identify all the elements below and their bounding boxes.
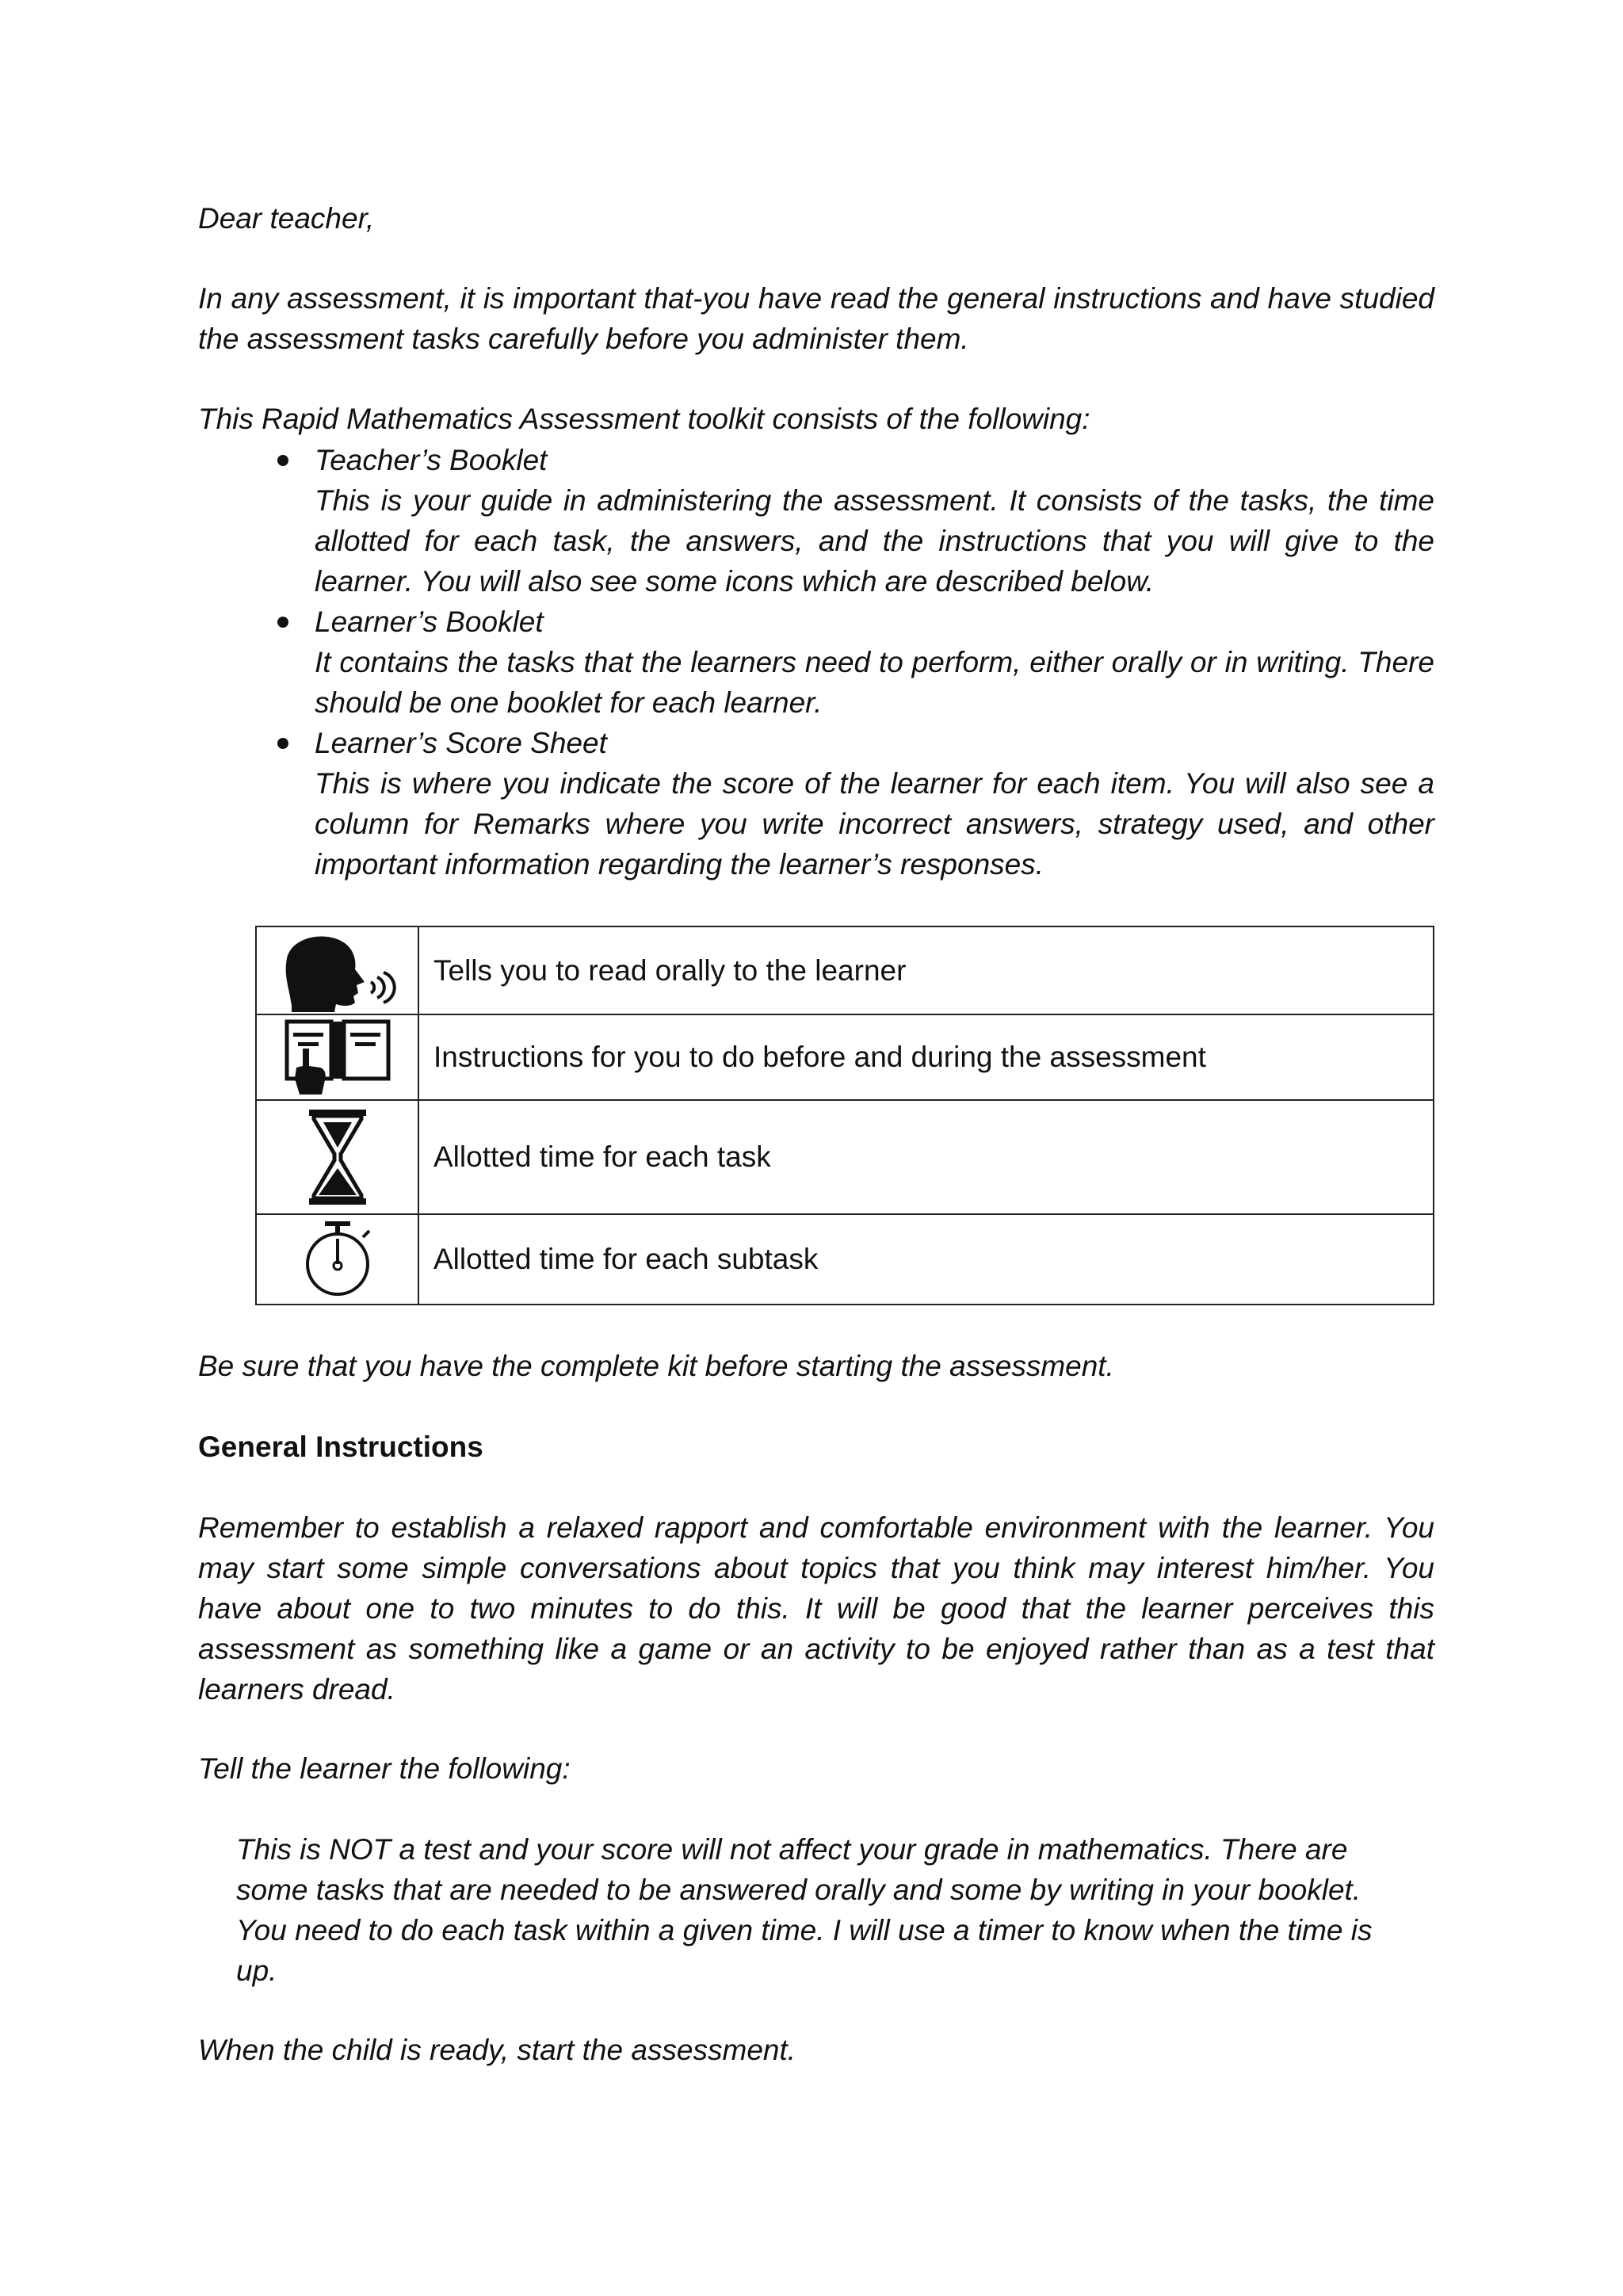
learner-script-quote: This is NOT a test and your score will not affect your grade in mathematics. There are some tasks that are needed to be answered orally and some by writing in your booklet. You need to do each task within a given time. I will use a timer to know when the time is up. [236, 1833, 1373, 1987]
icon-description: Allotted time for each task [418, 1100, 1434, 1214]
icon-cell [256, 926, 418, 1014]
booklet-pointing-hand-icon [282, 1017, 393, 1098]
table-row [256, 1214, 1434, 1305]
list-item [198, 602, 1434, 723]
list-item [198, 440, 1434, 602]
kit-note: Be sure that you have the complete kit before starting the assessment. [198, 1350, 1114, 1382]
item-title: Learner’s Booklet [315, 606, 544, 638]
icon-legend-table [255, 926, 1434, 1305]
item-description: This is where you indicate the score of the learner for each item. You will also see a column for Remarks where you write incorrect answers, strategy used, and other important information regarding the learner’s responses. [315, 767, 1434, 881]
table-row [256, 1100, 1434, 1214]
intro-paragraph: In any assessment, it is important that-you have read the general instructions and have studied the assessment tasks carefully before you administer them. [198, 282, 1434, 355]
item-description: It contains the tasks that the learners need to perform, either orally or in writing. There should be one booklet for each learner. [315, 646, 1434, 719]
icon-cell [256, 1014, 418, 1100]
item-description: This is your guide in administering the assessment. It consists of the tasks, the time allotted for each task, the answers, and the instructions that you will give to the learner. You will also see some icons which are described below. [315, 484, 1434, 598]
rapport-paragraph: Remember to establish a relaxed rapport and comfortable environment with the learner. You may start some simple conversations about topics that you think may interest him/her. You have about one to two minutes to do this. It will be good that the learner perceives this assessment as something like a game or an activity to be enjoyed rather than as a test that learners dread. [198, 1511, 1434, 1706]
item-title: Learner’s Score Sheet [315, 727, 607, 759]
hourglass-icon [306, 1108, 369, 1206]
icon-description: Tells you to read orally to the learner [418, 926, 1434, 1014]
icon-description: Instructions for you to do before and during the assessment [418, 1014, 1434, 1100]
bullet-dot [277, 617, 288, 628]
icon-cell [256, 1214, 418, 1305]
item-title: Teacher’s Booklet [315, 444, 548, 476]
speaking-head-icon [274, 930, 401, 1012]
section-heading: General Instructions [198, 1431, 483, 1463]
greeting: Dear teacher, [198, 202, 375, 235]
bullet-dot [277, 455, 288, 466]
closing-line: When the child is ready, start the assessment. [198, 2034, 796, 2066]
bullet-dot [277, 738, 288, 749]
toolkit-intro: This Rapid Mathematics Assessment toolkit consists of the following: [198, 403, 1090, 435]
tell-intro: Tell the learner the following: [198, 1752, 571, 1785]
table-row [256, 1014, 1434, 1100]
icon-description: Allotted time for each subtask [418, 1214, 1434, 1305]
icon-cell [256, 1100, 418, 1214]
toolkit-list [198, 440, 1434, 884]
table-row [256, 926, 1434, 1014]
list-item [198, 723, 1434, 884]
stopwatch-icon [290, 1220, 385, 1299]
